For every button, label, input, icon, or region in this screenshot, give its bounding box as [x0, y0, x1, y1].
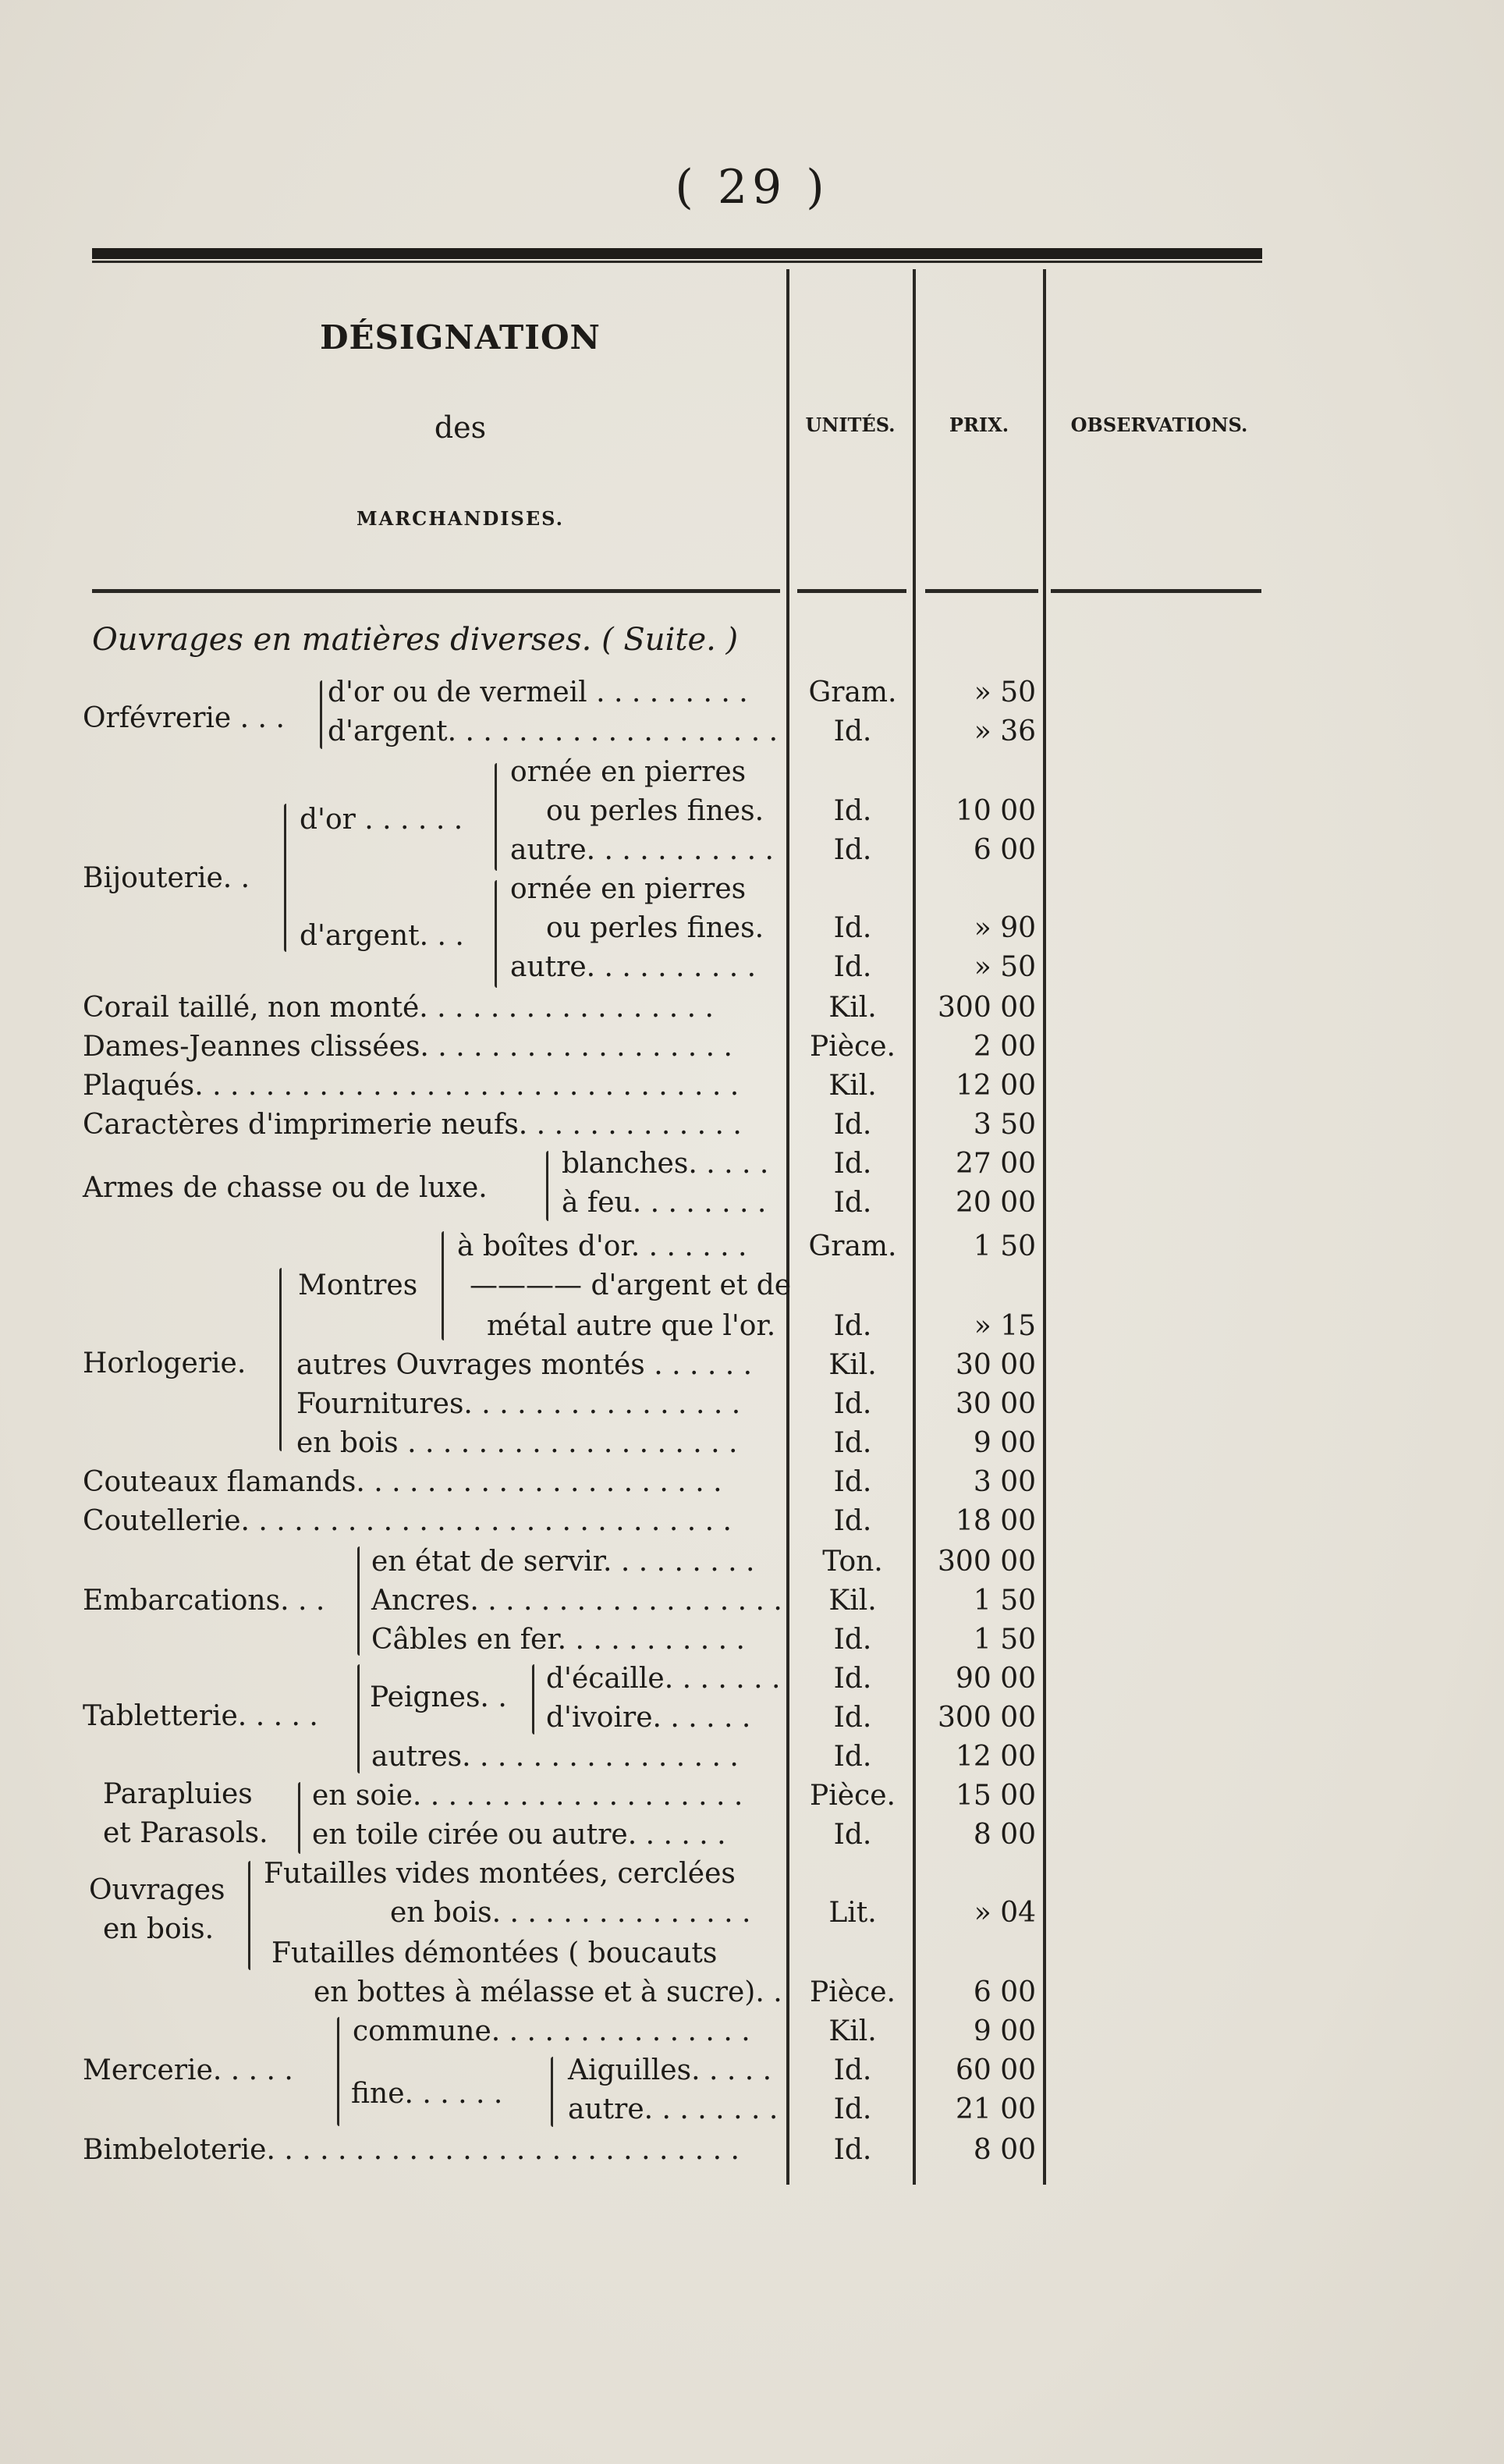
- price-cell: 21 00: [955, 2093, 1036, 2125]
- row-text: Futailles vides montées, cerclées: [264, 1858, 736, 1890]
- header-des: des: [434, 410, 487, 445]
- unit-cell: Id.: [833, 1310, 872, 1342]
- unit-cell: Id.: [833, 2093, 872, 2125]
- price-cell: 8 00: [973, 1819, 1036, 1851]
- price-cell: 15 00: [955, 1780, 1036, 1812]
- row-text: Câbles en fer. . . . . . . . . . .: [371, 1624, 745, 1656]
- row-text: ornée en pierres: [510, 756, 747, 788]
- row-text: Corail taillé, non monté. . . . . . . . . . . . . . . . .: [83, 992, 714, 1024]
- price-cell: » 15: [974, 1310, 1036, 1342]
- row-text: commune. . . . . . . . . . . . . . .: [353, 2015, 750, 2047]
- price-cell: 6 00: [973, 834, 1036, 866]
- row-text: en bois . . . . . . . . . . . . . . . . . . .: [296, 1427, 738, 1459]
- group-label: Armes de chasse ou de luxe.: [83, 1172, 488, 1204]
- row-text: en toile cirée ou autre. . . . . .: [312, 1819, 726, 1851]
- brace: [337, 2017, 339, 2126]
- row-text: Fournitures. . . . . . . . . . . . . . . .: [296, 1388, 741, 1420]
- group-label: fine. . . . . .: [351, 2078, 503, 2110]
- row-text: en bottes à mélasse et à sucre). .: [314, 1976, 782, 2008]
- unit-cell: Kil.: [828, 1349, 877, 1381]
- unit-cell: Id.: [833, 1819, 872, 1851]
- unit-cell: Id.: [833, 2054, 872, 2086]
- price-cell: 30 00: [955, 1388, 1036, 1420]
- group-label: Ouvrages: [89, 1874, 225, 1906]
- row-text: ou perles fines.: [546, 795, 764, 827]
- header-rule: [797, 589, 906, 593]
- unit-cell: Id.: [833, 1466, 872, 1498]
- brace: [279, 1268, 282, 1451]
- top-rule: [92, 248, 1262, 259]
- unit-cell: Ton.: [822, 1546, 883, 1578]
- row-text: ———— d'argent et de: [470, 1269, 792, 1301]
- group-label: Mercerie. . . . .: [83, 2054, 293, 2086]
- unit-cell: Id.: [833, 1663, 872, 1695]
- header-prix: PRIX.: [949, 414, 1009, 436]
- group-label: en bois.: [103, 1913, 215, 1945]
- row-text: d'ivoire. . . . . .: [546, 1702, 751, 1734]
- price-cell: » 36: [974, 715, 1036, 747]
- price-cell: 12 00: [955, 1741, 1036, 1773]
- row-text: d'argent. . . . . . . . . . . . . . . . . . .: [328, 715, 779, 747]
- price-cell: 18 00: [955, 1505, 1036, 1537]
- brace: [357, 1546, 360, 1656]
- group-label: Parapluies: [103, 1778, 253, 1810]
- unit-cell: Id.: [833, 2134, 872, 2166]
- row-text: Bimbeloterie. . . . . . . . . . . . . . . . . . . . . . . . . . .: [83, 2134, 740, 2166]
- section-title: Ouvrages en matières diverses. ( Suite. ): [92, 622, 739, 658]
- unit-cell: Pièce.: [810, 1031, 896, 1063]
- price-cell: 300 00: [938, 992, 1036, 1024]
- unit-cell: Kil.: [828, 1070, 877, 1102]
- group-label: Horlogerie.: [83, 1347, 247, 1379]
- unit-cell: Kil.: [828, 1585, 877, 1617]
- brace: [546, 1151, 548, 1221]
- row-text: à boîtes d'or. . . . . . .: [457, 1230, 747, 1262]
- group-label: Tabletterie. . . . .: [83, 1700, 318, 1732]
- brace: [357, 1664, 360, 1773]
- header-observations: OBSERVATIONS.: [1070, 414, 1248, 436]
- unit-cell: Pièce.: [810, 1780, 896, 1812]
- unit-cell: Id.: [833, 951, 872, 983]
- price-cell: 2 00: [973, 1031, 1036, 1063]
- price-cell: 300 00: [938, 1702, 1036, 1734]
- price-cell: 3 50: [973, 1109, 1036, 1141]
- price-cell: » 50: [974, 951, 1036, 983]
- row-text: ornée en pierres: [510, 873, 747, 905]
- brace: [298, 1782, 300, 1854]
- unit-cell: Kil.: [828, 992, 877, 1024]
- unit-cell: Id.: [833, 834, 872, 866]
- row-text: autres Ouvrages montés . . . . . .: [296, 1349, 753, 1381]
- row-text: en état de servir. . . . . . . . .: [371, 1546, 755, 1578]
- price-cell: » 90: [974, 912, 1036, 944]
- row-text: Ancres. . . . . . . . . . . . . . . . . .: [371, 1585, 782, 1617]
- row-text: ou perles fines.: [546, 912, 764, 944]
- unit-cell: Lit.: [828, 1897, 877, 1929]
- price-cell: 12 00: [955, 1070, 1036, 1102]
- row-text: autre. . . . . . . . . .: [510, 951, 757, 983]
- row-text: métal autre que l'or.: [487, 1310, 776, 1342]
- unit-cell: Id.: [833, 1702, 872, 1734]
- price-cell: 8 00: [973, 2134, 1036, 2166]
- brace: [320, 680, 322, 749]
- row-text: Aiguilles. . . . .: [568, 2054, 772, 2086]
- unit-cell: Id.: [833, 1624, 872, 1656]
- group-label: Embarcations. . .: [83, 1585, 325, 1617]
- row-text: en soie. . . . . . . . . . . . . . . . . . .: [312, 1780, 743, 1812]
- unit-cell: Id.: [833, 795, 872, 827]
- unit-cell: Id.: [833, 1187, 872, 1219]
- price-cell: 3 00: [973, 1466, 1036, 1498]
- group-label: Bijouterie. .: [83, 862, 250, 894]
- row-text: Futailles démontées ( boucauts: [271, 1937, 718, 1969]
- group-label: d'argent. . .: [300, 920, 464, 952]
- header-rule: [1051, 589, 1261, 593]
- unit-cell: Id.: [833, 1388, 872, 1420]
- header-rule: [925, 589, 1038, 593]
- price-cell: 300 00: [938, 1546, 1036, 1578]
- row-text: Plaqués. . . . . . . . . . . . . . . . . . . . . . . . . . . . . . .: [83, 1070, 740, 1102]
- row-text: autres. . . . . . . . . . . . . . . .: [371, 1741, 739, 1773]
- column-divider: [1043, 269, 1046, 2185]
- unit-cell: Id.: [833, 1505, 872, 1537]
- price-cell: 30 00: [955, 1349, 1036, 1381]
- unit-cell: Id.: [833, 912, 872, 944]
- group-label: Orfévrerie . . .: [83, 702, 285, 734]
- row-text: blanches. . . . .: [562, 1148, 769, 1180]
- price-cell: 60 00: [955, 2054, 1036, 2086]
- header-designation: DÉSIGNATION: [320, 318, 601, 357]
- row-text: autre. . . . . . . .: [568, 2093, 779, 2125]
- price-cell: 27 00: [955, 1148, 1036, 1180]
- unit-cell: Gram.: [808, 1230, 897, 1262]
- unit-cell: Gram.: [808, 676, 897, 708]
- unit-cell: Id.: [833, 1109, 872, 1141]
- unit-cell: Id.: [833, 1741, 872, 1773]
- column-divider: [913, 269, 916, 2185]
- price-cell: 1 50: [973, 1624, 1036, 1656]
- brace: [551, 2057, 553, 2127]
- brace: [495, 763, 497, 871]
- price-cell: 9 00: [973, 1427, 1036, 1459]
- unit-cell: Pièce.: [810, 1976, 896, 2008]
- group-label: d'or . . . . . .: [300, 804, 463, 836]
- brace: [248, 1861, 250, 1970]
- brace: [495, 880, 497, 988]
- price-cell: 1 50: [973, 1585, 1036, 1617]
- price-cell: 6 00: [973, 1976, 1036, 2008]
- header-rule: [92, 589, 780, 593]
- group-label: Montres: [298, 1269, 418, 1301]
- row-text: autre. . . . . . . . . . .: [510, 834, 774, 866]
- row-text: à feu. . . . . . . .: [562, 1187, 767, 1219]
- group-label: et Parasols.: [103, 1817, 268, 1849]
- brace: [442, 1231, 444, 1340]
- row-text: Dames-Jeannes clissées. . . . . . . . . . . . . . . . . .: [83, 1031, 732, 1063]
- price-cell: 20 00: [955, 1187, 1036, 1219]
- header-unites: UNITÉS.: [805, 414, 896, 436]
- unit-cell: Id.: [833, 1427, 872, 1459]
- brace: [284, 804, 286, 952]
- price-cell: » 50: [974, 676, 1036, 708]
- price-cell: 10 00: [955, 795, 1036, 827]
- page-number: ( 29 ): [675, 160, 829, 215]
- row-text: d'or ou de vermeil . . . . . . . . .: [328, 676, 748, 708]
- unit-cell: Id.: [833, 715, 872, 747]
- price-cell: » 04: [974, 1897, 1036, 1929]
- brace: [532, 1664, 534, 1734]
- row-text: en bois. . . . . . . . . . . . . . .: [390, 1897, 751, 1929]
- row-text: Couteaux flamands. . . . . . . . . . . . . . . . . . . . .: [83, 1466, 722, 1498]
- row-text: Coutellerie. . . . . . . . . . . . . . . . . . . . . . . . . . . .: [83, 1505, 732, 1537]
- unit-cell: Id.: [833, 1148, 872, 1180]
- column-divider: [786, 269, 789, 2185]
- header-marchandises: MARCHANDISES.: [356, 507, 564, 530]
- row-text: Caractères d'imprimerie neufs. . . . . . . . . . . . .: [83, 1109, 742, 1141]
- price-cell: 1 50: [973, 1230, 1036, 1262]
- top-rule-thin: [92, 261, 1262, 263]
- unit-cell: Kil.: [828, 2015, 877, 2047]
- price-cell: 90 00: [955, 1663, 1036, 1695]
- group-label: Peignes. .: [370, 1681, 507, 1713]
- row-text: d'écaille. . . . . . .: [546, 1663, 781, 1695]
- price-cell: 9 00: [973, 2015, 1036, 2047]
